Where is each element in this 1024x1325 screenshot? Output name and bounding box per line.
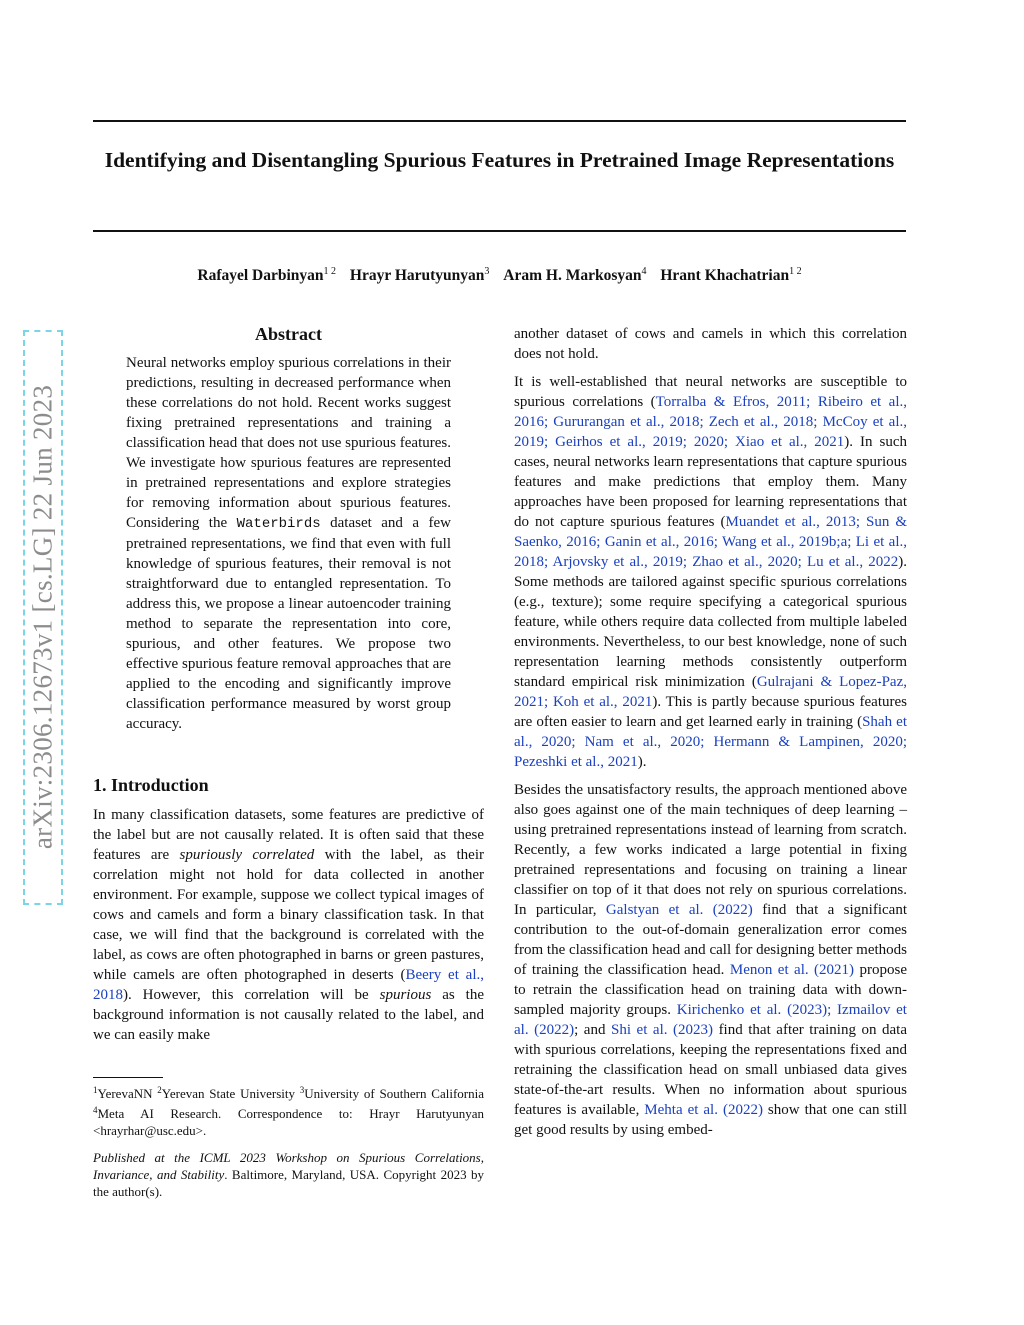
paper-title: Identifying and Disentangling Spurious Features in Pretrained Image Representations: [104, 148, 895, 172]
paragraph-text: In many classification datasets, some features are predictive of the label but are not causally related. It is often said that these features are: [93, 807, 484, 863]
paragraph-text: ). This is partly because spurious features are often easier to learn and get learned early in training (: [514, 694, 907, 730]
paragraph-text: ).: [637, 754, 647, 770]
right-column: [514, 324, 907, 1148]
dataset-name: Waterbirds: [236, 516, 321, 532]
citation-link[interactable]: Shi et al. (2023): [611, 1022, 714, 1038]
abstract-text: Neural networks employ spurious correlations in their predictions, resulting in decreased performance when these correlations do not hold. Recent works suggest fixing pretrained representations and training a classification head that does not use spurious features. We investigate how spurious features are represented in pretrained representations and explore strategies for removing information about spurious features. Considering the: [126, 355, 451, 531]
author-affiliation: 3: [484, 266, 490, 277]
footnote-text: University of Southern California: [304, 1086, 484, 1101]
footnote-marker: 3: [299, 1085, 305, 1095]
author-affiliation: 4: [641, 266, 647, 277]
footnote-rule: [93, 1077, 163, 1078]
affiliations-footnote: [93, 1082, 484, 1139]
paragraph-text: It is well-established that neural networks are susceptible to spurious correlations (: [514, 374, 907, 410]
paragraph-text: as the background information is not causally related to the label, and we can easily make: [93, 987, 484, 1043]
citation-link[interactable]: Torralba & Efros, 2011; Ribeiro et al., 2016; Gururangan et al., 2018; Zech et al., 2018; McCoy et al., 2019; Geirhos et al., 2019; 2020; Xiao et al., 2021: [514, 394, 908, 450]
emphasis-text: spuriously correlated: [179, 847, 315, 863]
title-bottom-rule: [93, 230, 906, 232]
left-column: [93, 322, 484, 1053]
footnote-text: Meta AI Research. Correspondence to: Hrayr Harutyunyan <hrayrhar@usc.edu>.: [93, 1106, 484, 1138]
footnote-text: Yerevan State University: [161, 1086, 300, 1101]
section-heading-introduction: 1. Introduction: [93, 775, 209, 795]
title-top-rule: [93, 120, 906, 122]
arxiv-identifier[interactable]: arXiv:2306.12673v1 [cs.LG] 22 Jun 2023: [27, 384, 58, 850]
footnote-marker: 4: [93, 1105, 98, 1115]
intro-paragraph-3: [514, 780, 907, 1140]
citation-link[interactable]: Shah et al., 2020; Nam et al., 2020; Hermann & Lampinen, 2020; Pezeshki et al., 2021: [514, 714, 908, 770]
author-name: Hrant Khachatrian: [660, 267, 790, 284]
author-affiliation: 1 2: [789, 266, 802, 277]
paragraph-text: ). Some methods are tailored against specific spurious correlations (e.g., texture); some require specifying a categorical spurious feature, while others require data collected from multiple labeled environments. Nevertheless, to our best knowledge, none of such representation learning methods consistently outperform standard empirical risk minimization (: [514, 554, 907, 690]
abstract-body: [126, 353, 451, 734]
paragraph-text: show that one can still get good results by using embed-: [514, 1102, 907, 1138]
paragraph-text: propose to retrain the classification head on training data with down-sampled majority groups.: [514, 962, 907, 1018]
footnote-text: YerevaNN: [97, 1086, 158, 1101]
author: [660, 267, 801, 284]
citation-link[interactable]: Muandet et al., 2013; Sun & Saenko, 2016; Ganin et al., 2016; Wang et al., 2019b;a; Li et al., 2018; Arjovsky et al., 2019; Zhao et al., 2020; Lu et al., 2022: [514, 514, 907, 570]
paragraph-text: with the label, as their correlation might not hold for data collected in another environment. For example, suppose we collect typical images of cows and camels and form a binary classification task. In that case, we will find that the background is correlated with the label, as cows are often photographed in barns or green pastures, while camels are often photographed in deserts (: [93, 847, 484, 983]
copyright-text: . Baltimore, Maryland, USA. Copyright 2023 by the author(s).: [93, 1167, 484, 1199]
author: [503, 267, 646, 284]
author-name: Aram H. Markosyan: [503, 267, 642, 284]
citation-link[interactable]: Kirichenko et al. (2023); Izmailov et al. (2022): [514, 1002, 907, 1038]
author-name: Rafayel Darbinyan: [197, 267, 324, 284]
footnote-marker: 2: [157, 1085, 162, 1095]
paragraph-text: Besides the unsatisfactory results, the approach mentioned above also goes against one of the main techniques of deep learning – using pretrained representations instead of learning from scratch. Recently, a few works indicated a large potential in fixing pretrained representations and focusing on training a linear classifier on top of it that does not rely on spurious correlations. In particular,: [514, 782, 907, 918]
abstract-heading: Abstract: [255, 324, 322, 344]
paragraph-text: ; and: [574, 1022, 612, 1038]
intro-paragraph-1-continued: [514, 324, 907, 364]
citation-link[interactable]: Menon et al. (2021): [729, 962, 855, 978]
author: [350, 267, 490, 284]
abstract-text: dataset and a few pretrained representations, we find that even with full knowledge of spurious features, their removal is not straightforward due to entangled representation. To address this, we propose a linear autoencoder training method to separate the representation into core, spurious, and other features. We propose two effective spurious feature removal approaches that are applied to the encoding and significantly improve classification performance measured by worst group accuracy.: [126, 515, 452, 732]
paragraph-text: another dataset of cows and camels in which this correlation does not hold.: [514, 326, 907, 362]
paragraph-text: ). However, this correlation will be: [123, 987, 380, 1003]
emphasis-text: spurious: [379, 987, 432, 1003]
citation-link[interactable]: Galstyan et al. (2022): [605, 902, 753, 918]
citation-link[interactable]: Mehta et al. (2022): [644, 1102, 763, 1118]
footnote-marker: 1: [93, 1085, 98, 1095]
citation-link[interactable]: Gulrajani & Lopez-Paz, 2021; Koh et al., 2021: [514, 674, 907, 710]
author-name: Hrayr Harutyunyan: [349, 267, 485, 284]
publication-notice: [93, 1149, 484, 1200]
paragraph-text: find that after training on data with spurious correlations, keeping the representations fixed and retraining the classification head on small unbiased data gives state-of-the-art results. When no information about spurious features is available,: [514, 1022, 908, 1118]
citation-link[interactable]: Beery et al., 2018: [93, 967, 484, 1003]
paragraph-text: find that a significant contribution to the out-of-domain generalization error comes from the classification head and call for designing better methods of training the classification head.: [514, 902, 907, 978]
venue-text: Published at the ICML 2023 Workshop on Spurious Correlations, Invariance, and Stability: [93, 1150, 484, 1182]
paragraph-text: ). In such cases, neural networks learn representations that capture spurious features and make predictions that employ them. Many approaches have been proposed for learning representations that do not capture spurious features (: [514, 434, 907, 530]
intro-paragraph-1: [93, 805, 484, 1045]
intro-paragraph-2: [514, 372, 907, 772]
author-list: [93, 266, 906, 285]
author: [197, 267, 336, 284]
author-affiliation: 1 2: [323, 266, 337, 277]
